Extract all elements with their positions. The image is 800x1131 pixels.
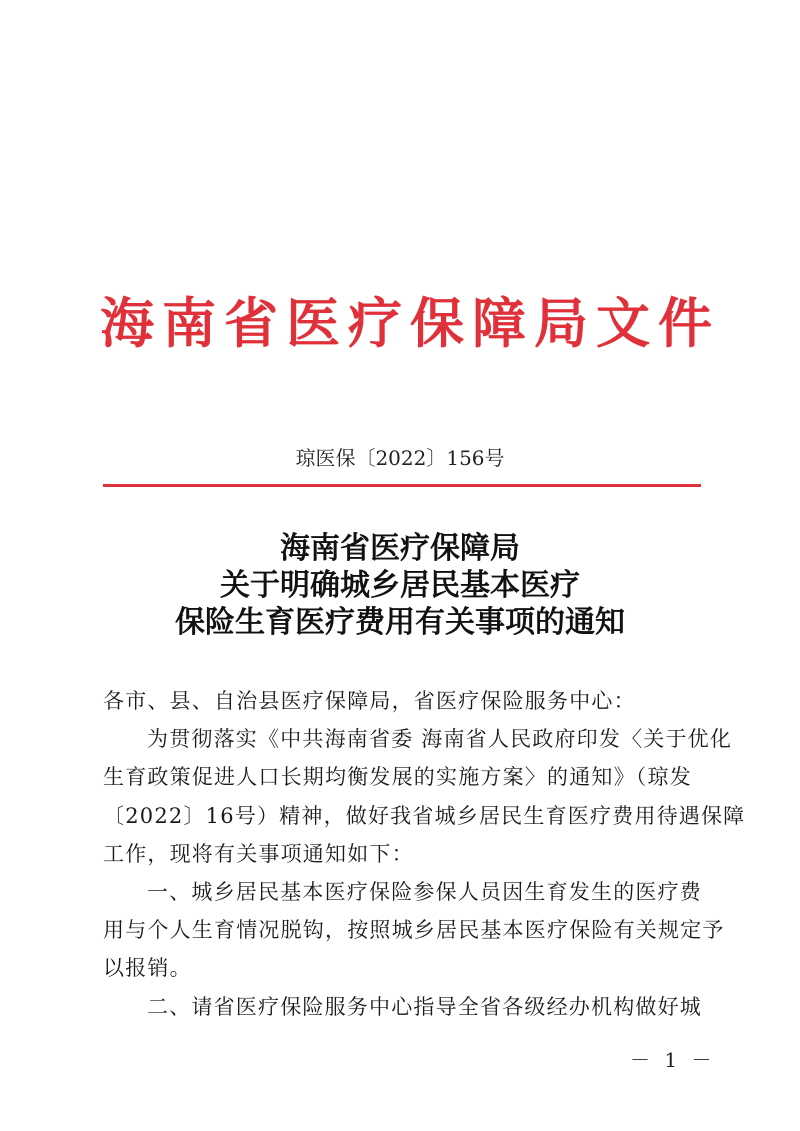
body-line: 二、请省医疗保险服务中心指导全省各级经办机构做好城 bbox=[147, 994, 702, 1019]
page-number: － 1 － bbox=[630, 1048, 716, 1072]
body-line: 生育政策促进人口长期均衡发展的实施方案〉的通知》（琼发 bbox=[103, 765, 692, 790]
body-line: 以报销。 bbox=[103, 956, 192, 981]
salutation-line: 各市、县、自治县医疗保障局，省医疗保险服务中心： bbox=[103, 689, 636, 713]
body-line: 为贯彻落实《中共海南省委 海南省人民政府印发〈关于优化 bbox=[147, 727, 733, 752]
body-line: 〔2022〕16号）精神，做好我省城乡居民生育医疗费用待遇保障 bbox=[103, 803, 746, 828]
body-line: 工作，现将有关事项通知如下： bbox=[103, 841, 414, 866]
document-header-title: 海南省医疗保障局文件 bbox=[100, 291, 720, 355]
notice-title bbox=[0, 530, 800, 641]
notice-title-line: 保险生育医疗费用有关事项的通知 bbox=[175, 605, 625, 640]
notice-body bbox=[103, 682, 746, 1026]
body-line: 一、城乡居民基本医疗保险参保人员因生育发生的医疗费 bbox=[147, 880, 702, 905]
document-number: 琼医保〔2022〕156号 bbox=[295, 446, 505, 470]
notice-title-line: 关于明确城乡居民基本医疗 bbox=[220, 568, 580, 603]
red-divider-line bbox=[103, 484, 701, 487]
notice-title-line: 海南省医疗保障局 bbox=[280, 531, 520, 566]
body-line: 用与个人生育情况脱钩，按照城乡居民基本医疗保险有关规定予 bbox=[103, 918, 725, 943]
